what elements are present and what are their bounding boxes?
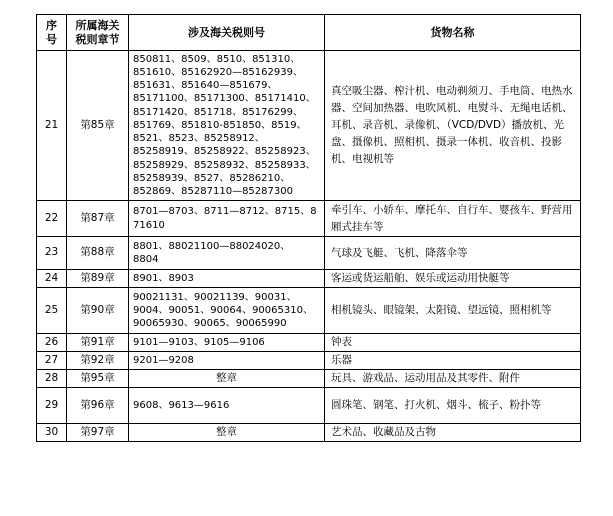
row-chapter: 第85章 xyxy=(67,51,129,201)
row-chapter: 第88章 xyxy=(67,237,129,270)
row-seq: 26 xyxy=(37,334,67,352)
row-codes: 9101—9103、9105—9106 xyxy=(129,334,325,352)
row-codes: 整章 xyxy=(129,424,325,442)
row-codes: 850811、8509、8510、851310、 851610、85162920—85162939、 851631、851640—851679、 85171100、85171300、85171410、 85171420、851718、85176299、 851769、851810-851850、8519、 8521、8523、85258912、 85258919、85258922、85258923、 85258929、85258932、85258933、 85258939、8527、85286210、 852869、85287110—85287300 xyxy=(129,51,325,201)
row-codes: 8801、88021100—88024020、 8804 xyxy=(129,237,325,270)
table-row xyxy=(37,424,581,442)
table-row xyxy=(37,370,581,388)
header-goods: 货物名称 xyxy=(325,15,581,51)
header-seq xyxy=(37,15,67,51)
row-seq: 29 xyxy=(37,388,67,424)
row-seq: 24 xyxy=(37,270,67,288)
row-codes: 90021131、90021139、90031、 9004、90051、90064、90065310、 90065930、90065、90065990 xyxy=(129,288,325,334)
table-row xyxy=(37,51,581,201)
header-seq-line-1: 序 xyxy=(46,19,57,32)
header-codes: 涉及海关税则号 xyxy=(129,15,325,51)
table-row xyxy=(37,388,581,424)
row-chapter: 第89章 xyxy=(67,270,129,288)
table-row xyxy=(37,334,581,352)
table-row xyxy=(37,288,581,334)
row-codes: 8701—8703、8711—8712、8715、871610 xyxy=(129,201,325,237)
row-goods: 气球及飞艇、飞机、降落伞等 xyxy=(325,237,581,270)
row-seq: 23 xyxy=(37,237,67,270)
header-chapter xyxy=(67,15,129,51)
row-chapter: 第87章 xyxy=(67,201,129,237)
row-codes: 9608、9613—9616 xyxy=(129,388,325,424)
row-chapter: 第92章 xyxy=(67,352,129,370)
header-chapter-line-1: 所属海关 xyxy=(75,19,120,32)
customs-tariff-table xyxy=(36,14,581,442)
row-chapter: 第95章 xyxy=(67,370,129,388)
table-row xyxy=(37,201,581,237)
row-goods: 艺术品、收藏品及古物 xyxy=(325,424,581,442)
row-seq: 28 xyxy=(37,370,67,388)
table-row xyxy=(37,352,581,370)
row-codes: 9201—9208 xyxy=(129,352,325,370)
row-chapter: 第90章 xyxy=(67,288,129,334)
row-goods: 圆珠笔、钢笔、打火机、烟斗、梳子、粉扑等 xyxy=(325,388,581,424)
row-codes: 8901、8903 xyxy=(129,270,325,288)
row-chapter: 第91章 xyxy=(67,334,129,352)
row-codes: 整章 xyxy=(129,370,325,388)
row-seq: 25 xyxy=(37,288,67,334)
row-goods: 钟表 xyxy=(325,334,581,352)
row-goods: 玩具、游戏品、运动用品及其零件、附件 xyxy=(325,370,581,388)
row-goods: 牵引车、小轿车、摩托车、自行车、婴孩车、野营用厢式挂车等 xyxy=(325,201,581,237)
row-seq: 30 xyxy=(37,424,67,442)
row-goods: 客运或货运船舶、娱乐或运动用快艇等 xyxy=(325,270,581,288)
row-goods: 相机镜头、眼镜架、太阳镜、望远镜、照相机等 xyxy=(325,288,581,334)
row-seq: 22 xyxy=(37,201,67,237)
row-goods: 乐器 xyxy=(325,352,581,370)
header-seq-line-2: 号 xyxy=(46,32,57,46)
row-chapter: 第97章 xyxy=(67,424,129,442)
table-row xyxy=(37,270,581,288)
header-chapter-line-2: 税则章节 xyxy=(75,32,120,46)
row-chapter: 第96章 xyxy=(67,388,129,424)
row-seq: 21 xyxy=(37,51,67,201)
row-seq: 27 xyxy=(37,352,67,370)
table-header-row xyxy=(37,15,581,51)
customs-tariff-table-container xyxy=(36,14,581,442)
table-row xyxy=(37,237,581,270)
row-goods: 真空吸尘器、榨汁机、电动剃须刀、手电筒、电热水器、空间加热器、电吹风机、电熨斗、无绳电话机、耳机、录音机、录像机、（VCD/DVD）播放机、光盘、摄像机、照相机、摄录一体机、收音机、投影机、电视机等 xyxy=(325,51,581,201)
